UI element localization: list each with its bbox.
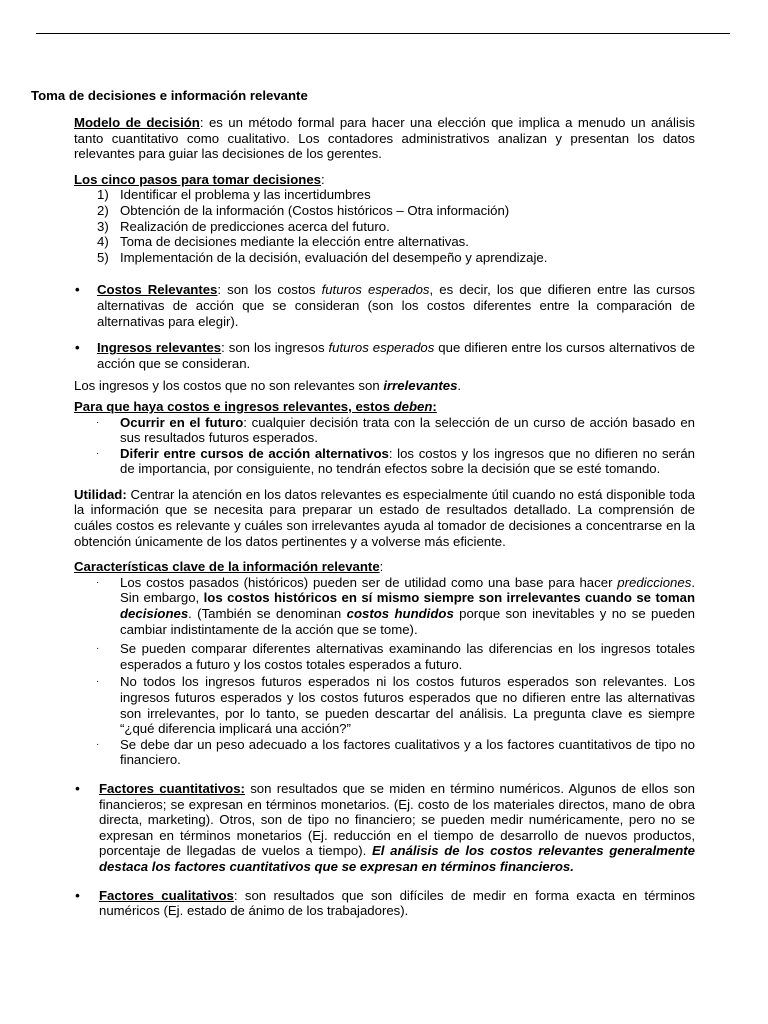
- text-pre: Los ingresos y los costos que no son relevantes son: [74, 378, 384, 394]
- sub-bullet-icon: ·: [96, 576, 100, 588]
- sub-bullet-icon: ·: [96, 676, 100, 688]
- heading-deben-pre: Para que haya costos e ingresos relevantes, estos: [74, 398, 394, 414]
- document-title: Toma de decisiones e información relevante: [31, 88, 308, 103]
- steps-list: [97, 187, 695, 265]
- step-text: Implementación de la decisión, evaluación del desempeño y aprendizaje.: [120, 249, 548, 265]
- bullet-icon: •: [75, 780, 80, 796]
- text-modelo: : es un método formal para hacer una elección que implica a menudo un análisis tanto cuantitativo como cualitativo. Los contadores administrativos analizan y presentan los datos relevantes para guiar las decisiones de los gerentes.: [74, 115, 695, 162]
- text-em: irrelevantes: [383, 378, 458, 394]
- text-pre: : son los costos: [217, 282, 322, 298]
- sub-item-diferir: [96, 445, 695, 477]
- text-cualitativos: : son resultados que son difíciles de medir en forma exacta en términos numéricos (Ej. estado de ánimo de los trabajadores).: [99, 887, 695, 919]
- term-utilidad: Utilidad:: [74, 486, 127, 502]
- term-modelo: Modelo de decisión: [74, 115, 200, 130]
- bullet-icon: •: [75, 282, 80, 298]
- step-number: 4): [97, 234, 109, 250]
- text-post: que difieren entre los cursos alternativos de acción que se consideran.: [97, 340, 695, 371]
- step-number: 5): [97, 249, 109, 265]
- heading-pasos-text: Los cinco pasos para tomar decisiones: [74, 171, 321, 187]
- sub-bullet-icon: ·: [96, 416, 100, 428]
- sub-bullet-icon: ·: [96, 643, 100, 655]
- text-utilidad: Centrar la atención en los datos relevantes es especialmente útil cuando no está disponible toda la información que se necesita para preparar un estado de resultados detallado. La comprensión de cuáles costos es relevante y cuáles son irrelevantes ayuda al tomador de decisiones a concentrarse en la obtención únicamente de los datos pertinentes y a volverse más eficiente.: [74, 486, 695, 549]
- sub-item-futuro: [96, 414, 695, 446]
- text-diferir: : los costos y los ingresos que no difieren no serán de importancia, por consiguiente, no tendrán efectos sobre la decisión que se esté tomando.: [120, 445, 695, 477]
- bullet-factores-cuantitativos: [75, 780, 695, 875]
- sub-bullet-icon: ·: [96, 738, 100, 750]
- bullet-factores-cualitativos: [75, 887, 695, 919]
- text-c: . Sin embargo,: [120, 574, 695, 606]
- step-text: Toma de decisiones mediante la elección entre alternativas.: [120, 234, 469, 250]
- heading-deben-post: :: [432, 398, 437, 414]
- step-item: [97, 250, 695, 266]
- text-em: futuros esperados: [321, 282, 430, 298]
- step-item: [97, 187, 695, 203]
- header-rule: [36, 33, 730, 34]
- heading-caracteristicas: Características clave de la información relevante:: [74, 559, 384, 575]
- text-d: los costos históricos en sí mismo siempre son irrelevantes cuando se toman: [203, 590, 696, 606]
- step-text: Obtención de la información (Costos históricos – Otra información): [120, 202, 510, 218]
- step-number: 1): [97, 187, 109, 203]
- paragraph-irrelevantes: [74, 378, 695, 394]
- text-a: Los costos pasados (históricos) pueden ser de utilidad como una base para hacer: [120, 574, 618, 590]
- heading-deben: [74, 399, 695, 415]
- sub-item-comparar: [96, 641, 695, 672]
- term-costos-relevantes: Costos Relevantes: [97, 282, 218, 298]
- text-pre: : son los ingresos: [221, 340, 329, 356]
- text-b: predicciones: [617, 574, 692, 590]
- step-text: Identificar el problema y las incertidumbres: [120, 187, 371, 203]
- step-item: [97, 219, 695, 235]
- heading-caracteristicas-text: Características clave de la información relevante: [74, 559, 380, 575]
- text-em: futuros esperados: [328, 340, 435, 356]
- step-item: [97, 203, 695, 219]
- paragraph-modelo: [74, 115, 695, 162]
- step-number: 2): [97, 202, 109, 218]
- term-futuro: Ocurrir en el futuro: [120, 414, 244, 430]
- step-text: Realización de predicciones acerca del futuro.: [120, 218, 390, 234]
- sub-bullet-icon: ·: [96, 447, 100, 459]
- heading-deben-em: deben: [393, 398, 433, 414]
- text-f: . (También se denominan: [188, 606, 347, 622]
- term-cualitativos: Factores cualitativos: [99, 887, 234, 903]
- text-e: decisiones: [120, 606, 189, 622]
- term-cuantitativos: Factores cuantitativos:: [99, 780, 245, 796]
- sub-item-historicos: [96, 574, 696, 637]
- bullet-icon: •: [75, 340, 80, 356]
- text-h: porque son inevitables y no se pueden cambiar indistintamente de la acción que se tome).: [120, 606, 695, 637]
- heading-pasos: Los cinco pasos para tomar decisiones:: [74, 171, 325, 187]
- bullet-ingresos-relevantes: [75, 340, 695, 371]
- sub-item-peso: [96, 736, 695, 768]
- paragraph-utilidad: [74, 487, 695, 549]
- document-body: [0, 88, 768, 919]
- text-g: costos hundidos: [346, 606, 454, 622]
- text-post: , es decir, los que difieren entre las cursos alternativas de acción que se consideran (son los costos diferentes entre la comparación de alternativas para elegir).: [97, 282, 696, 329]
- step-item: [97, 234, 695, 250]
- sub-item-no-todos: [96, 674, 695, 737]
- text-cuantitativos: son resultados que se miden en término numéricos. Algunos de ellos son financieros; se expresan en términos monetarios. (Ej. costo de los materiales directos, mano de obra directa, marketing). Otros, son de tipo no financiero; se pueden medir numéricamente, pero no se expresan en términos monetarios (Ej. reducción en el tiempo de desarrollo de nuevos productos, porcentaje de llegadas de vuelos a tiempo).: [99, 780, 695, 859]
- bullet-costos-relevantes: [75, 282, 696, 329]
- term-diferir: Diferir entre cursos de acción alternativos: [120, 445, 389, 461]
- text-comparar: Se pueden comparar diferentes alternativas examinando las diferencias en los ingresos totales esperados a futuro y los costos totales esperados a futuro.: [120, 641, 695, 672]
- term-ingresos-relevantes: Ingresos relevantes: [97, 340, 222, 356]
- text-no-todos: No todos los ingresos futuros esperados ni los costos futuros esperados son relevantes. Los ingresos futuros esperados y los costos futuros esperados que no difieren entre las alternativas son irrelevantes, por lo tanto, se pueden descartar del análisis. La pregunta clave es siempre “¿qué diferencia implicará una acción?”: [120, 674, 695, 737]
- text-futuro: : cualquier decisión trata con la selección de un curso de acción basado en sus resultados futuros esperados.: [120, 414, 695, 446]
- step-number: 3): [97, 218, 109, 234]
- bullet-icon: •: [75, 887, 80, 903]
- text-peso: Se debe dar un peso adecuado a los factores cualitativos y a los factores cuantitativos de tipo no financiero.: [120, 736, 695, 768]
- text-post: .: [457, 378, 462, 394]
- text-cuantitativos-emph: El análisis de los costos relevantes generalmente destaca los factores cuantitativos que se expresan en términos financieros.: [99, 843, 695, 874]
